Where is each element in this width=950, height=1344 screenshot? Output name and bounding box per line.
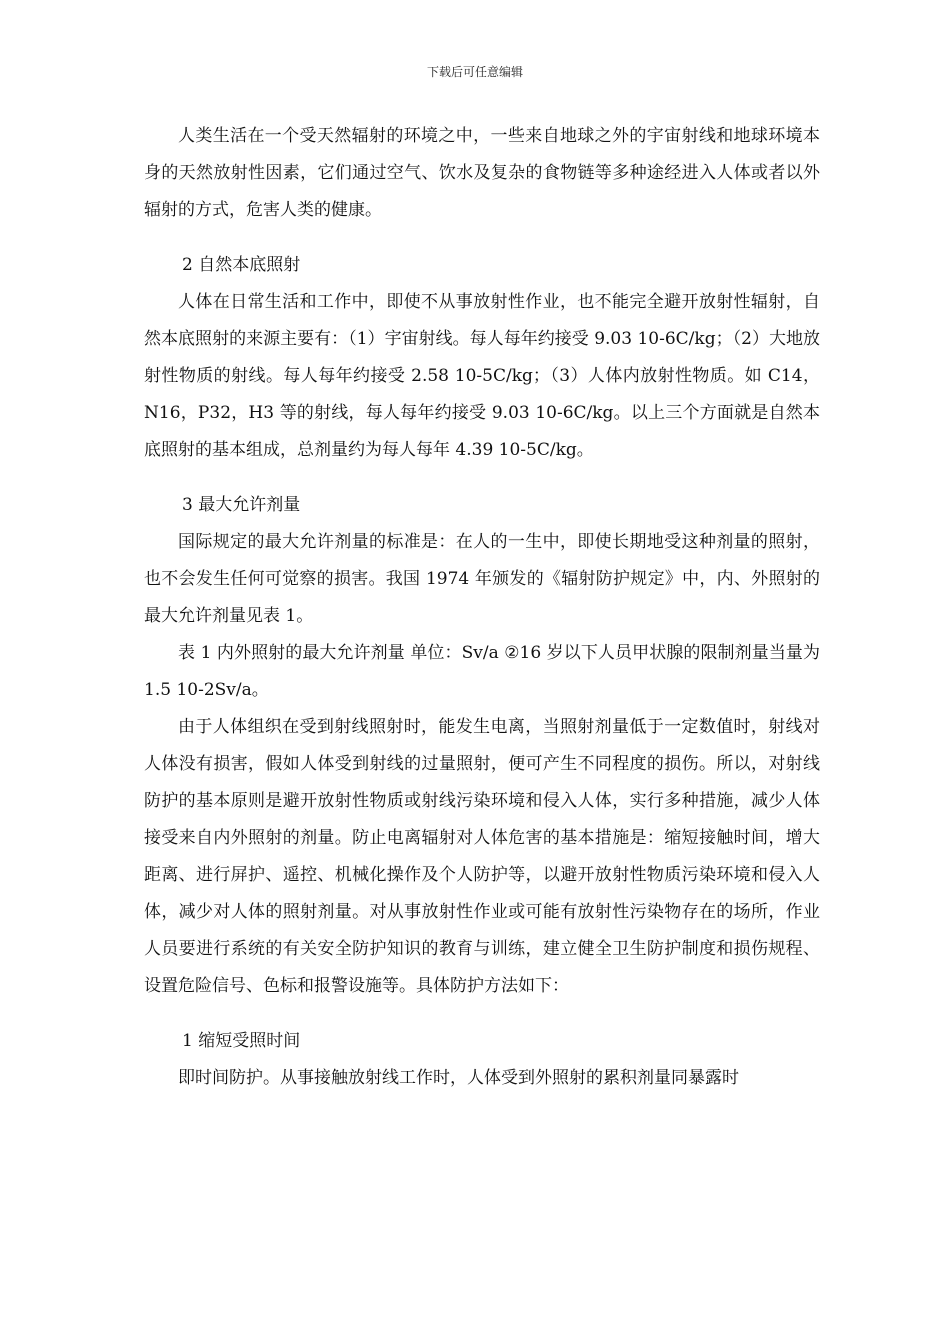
table-note-paragraph: 表 1 内外照射的最大允许剂量 单位：Sv/a ②16 岁以下人员甲状腺的限制剂量当量为 1.5 10-2Sv/a。 <box>144 643 820 700</box>
section-3-paragraph: 国际规定的最大允许剂量的标准是：在人的一生中，即使长期地受这种剂量的照射，也不会发生任何可觉察的损害。我国 1974 年颁发的《辐射防护规定》中，内、外照射的最大允许剂量见表 1。 <box>144 532 820 626</box>
section-3-heading: 3 最大允许剂量 <box>182 495 301 515</box>
document-body <box>144 118 820 1097</box>
spacer <box>144 1005 820 1023</box>
spacer <box>144 469 820 487</box>
spacer <box>144 229 820 247</box>
header-note: 下载后可任意编辑 <box>426 65 523 79</box>
section-2-heading: 2 自然本底照射 <box>182 255 301 275</box>
protection-paragraph: 由于人体组织在受到射线照射时，能发生电离，当照射剂量低于一定数值时，射线对人体没有损害，假如人体受到射线的过量照射，便可产生不同程度的损伤。所以，对射线防护的基本原则是避开放射性物质或射线污染环境和侵入人体，实行多种措施，减少人体接受来自内外照射的剂量。防止电离辐射对人体危害的基本措施是：缩短接触时间，增大距离、进行屏护、遥控、机械化操作及个人防护等，以避开放射性物质污染环境和侵入人体，减少对人体的照射剂量。对从事放射性作业或可能有放射性污染物存在的场所，作业人员要进行系统的有关安全防护知识的教育与训练，建立健全卫生防护制度和损伤规程、设置危险信号、色标和报警设施等。具体防护方法如下： <box>144 717 820 996</box>
subsection-1-paragraph: 即时间防护。从事接触放射线工作时，人体受到外照射的累积剂量同暴露时 <box>178 1068 739 1088</box>
section-2-paragraph: 人体在日常生活和工作中，即使不从事放射性作业，也不能完全避开放射性辐射，自然本底照射的来源主要有：（1）宇宙射线。每人每年约接受 9.03 10-6C/kg；（2）大地放射性物质的射线。每人每年约接受 2.58 10-5C/kg；（3）人体内放射性物质。如 C14，N16，P32，H3 等的射线，每人每年约接受 9.03 10-6C/kg。以上三个方面就是自然本底照射的基本组成，总剂量约为每人每年 4.39 10-5C/kg。 <box>144 292 820 460</box>
intro-paragraph: 人类生活在一个受天然辐射的环境之中，一些来自地球之外的宇宙射线和地球环境本身的天然放射性因素，它们通过空气、饮水及复杂的食物链等多种途经进入人体或者以外辐射的方式，危害人类的健康。 <box>144 126 820 220</box>
subsection-1-heading: 1 缩短受照时间 <box>182 1031 301 1051</box>
